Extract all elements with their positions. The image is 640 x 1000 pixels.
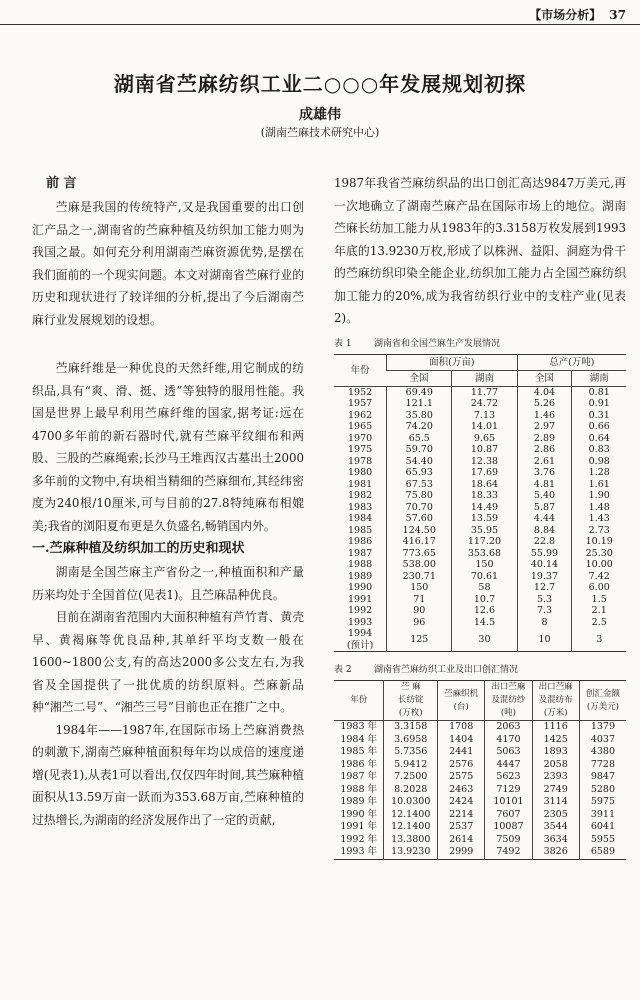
table-row xyxy=(334,421,626,433)
section-heading: 一.苎麻种植及纺织加工的历史和现状 xyxy=(32,541,245,556)
table-cell: 55.99 xyxy=(517,548,572,560)
table-cell: 10087 xyxy=(485,821,532,834)
table-cell: 7.2500 xyxy=(384,771,438,784)
table-cell: 75.80 xyxy=(387,490,452,502)
table-row xyxy=(334,398,626,410)
table-cell: 2393 xyxy=(532,771,579,784)
table-cell: 30 xyxy=(452,628,517,652)
table-cell: 1975 xyxy=(348,444,373,455)
table-cell: 2441 xyxy=(438,746,485,759)
table-row xyxy=(334,467,626,479)
table-cell: 117.20 xyxy=(452,536,517,548)
table-header: 湖南 xyxy=(452,370,517,386)
table-cell: 1404 xyxy=(438,734,485,747)
table-cell: 2214 xyxy=(438,809,485,822)
author-name: 成雄伟 xyxy=(299,107,341,123)
table-row xyxy=(334,479,626,491)
table-row xyxy=(334,846,626,859)
table-cell: 1985 年 xyxy=(340,746,378,757)
preface-heading: 前 言 xyxy=(46,176,77,191)
table-cell: 8.2028 xyxy=(384,784,438,797)
table-cell: 7509 xyxy=(485,834,532,847)
table-row xyxy=(334,559,626,571)
table-cell: 1965 xyxy=(348,421,373,432)
table-cell: 1994 (预计) xyxy=(346,628,374,651)
table-cell: 2.73 xyxy=(572,525,626,537)
table-cell: 4380 xyxy=(579,746,626,759)
table-row xyxy=(334,444,626,456)
paragraph: 1987年我省苎麻纺织品的出口创汇高达9847万美元,再一次地确立了湖南苎麻产品在国际市场上的地位。湖南苎麻长纺加工能力从1983年的3.3158万枚发展到1993年底的13.9230万枚,形成了以株洲、益阳、洞庭为骨干的苎麻纺织印染全能企业,纺织加工能力占全国苎麻纺织加工能力的20%,成为我省纺织行业中的支柱产业(见表2)。 xyxy=(334,176,626,325)
table-cell: 1988 年 xyxy=(340,783,378,795)
table-cell: 2.86 xyxy=(517,444,572,456)
table-cell: 1.90 xyxy=(572,490,626,502)
table-cell: 1957 xyxy=(348,398,373,409)
table-cell: 9847 xyxy=(579,771,626,784)
table-cell: 11.77 xyxy=(452,386,517,398)
table-cell: 18.33 xyxy=(452,490,517,502)
table-cell: 1987 年 xyxy=(340,771,378,782)
table-cell: 1982 xyxy=(348,490,373,501)
table-cell: 5623 xyxy=(485,771,532,784)
table-row xyxy=(334,582,626,594)
table1 xyxy=(334,354,626,653)
table-cell: 1.5 xyxy=(572,594,626,606)
table-cell: 1893 xyxy=(532,746,579,759)
table-cell: 74.20 xyxy=(387,421,452,433)
table-cell: 4037 xyxy=(579,734,626,747)
table-row xyxy=(334,771,626,784)
table-cell: 10.0300 xyxy=(384,796,438,809)
table-cell: 13.3800 xyxy=(384,834,438,847)
table-cell: 3 xyxy=(572,628,626,652)
table-cell: 14.01 xyxy=(452,421,517,433)
table-cell: 2575 xyxy=(438,771,485,784)
table-cell: 230.71 xyxy=(387,571,452,583)
table-header: 湖南 xyxy=(572,370,626,386)
table2-caption: 表 2 湖南省苎麻纺织工业及出口创汇情况 xyxy=(334,665,519,675)
table-cell: 90 xyxy=(387,605,452,617)
table-cell: 1978 xyxy=(348,455,373,467)
table-header: 出口苎麻 及混纺纱 (吨) xyxy=(485,681,532,721)
table-cell: 3.3158 xyxy=(384,721,438,734)
table-cell: 19.37 xyxy=(517,571,572,583)
table-cell: 5975 xyxy=(579,796,626,809)
table-cell: 0.66 xyxy=(572,421,626,433)
table-cell: 7492 xyxy=(485,846,532,859)
table-cell: 5.40 xyxy=(517,490,572,502)
table-cell: 1986 xyxy=(348,536,373,547)
table-cell: 2463 xyxy=(438,784,485,797)
table-cell: 4.81 xyxy=(517,479,572,491)
table-cell: 18.64 xyxy=(452,479,517,491)
table-header: 全国 xyxy=(517,370,572,386)
table-cell: 12.6 xyxy=(452,605,517,617)
table-cell: 5.3 xyxy=(517,594,572,606)
paragraph: 目前在湖南省范围内大面积种植有芦竹青、黄壳早、黄褐麻等优良品种,其单纤平均支数一般在1600~1800公支,有的高达2000多公支左右,为我省及全国提供了一批优质的纺织原料。苎麻新品种“湘苎二号”、“湘苎三号”目前也正在推广之中。 xyxy=(32,610,304,714)
table-cell: 7607 xyxy=(485,809,532,822)
table-cell: 2.1 xyxy=(572,605,626,617)
table-cell: 5.87 xyxy=(517,502,572,514)
table-cell: 1.61 xyxy=(572,479,626,491)
table-cell: 70.70 xyxy=(387,502,452,514)
table-row xyxy=(334,759,626,772)
table-cell: 0.98 xyxy=(572,456,626,468)
table-row xyxy=(334,456,626,468)
table-cell: 4.44 xyxy=(517,513,572,525)
table-cell: 6589 xyxy=(579,846,626,859)
table-cell: 6041 xyxy=(579,821,626,834)
paragraph: 1984年——1987年,在国际市场上苎麻消费热的刺激下,湖南苎麻种植面积每年均以成倍的速度递增(见表1),从表1可以看出,仅仅四年时间,其苎麻种植面积从13.59万亩一跃而为353.68万亩,苎麻种植的过热增长,为湖南的经济发展作出了一定的贡献, xyxy=(32,722,304,827)
table-cell: 1991 年 xyxy=(340,821,378,832)
author-affiliation: (湖南苎麻技术研究中心) xyxy=(260,126,380,139)
table-cell: 773.65 xyxy=(387,548,452,560)
table-cell: 2576 xyxy=(438,759,485,772)
table-cell: 2063 xyxy=(485,721,532,734)
table-row xyxy=(334,594,626,606)
table-cell: 353.68 xyxy=(452,548,517,560)
table-cell: 1986 年 xyxy=(340,758,378,770)
table-cell: 17.69 xyxy=(452,467,517,479)
table-cell: 12.7 xyxy=(517,582,572,594)
table-cell: 121.1 xyxy=(387,398,452,410)
table-cell: 150 xyxy=(452,559,517,571)
table-cell: 3544 xyxy=(532,821,579,834)
table1-caption: 表 1 湖南省和全国苎麻生产发展情况 xyxy=(334,338,501,349)
table-cell: 1425 xyxy=(532,734,579,747)
table-cell: 5.7356 xyxy=(384,746,438,759)
table-cell: 22.8 xyxy=(517,536,572,548)
article-title: 湖南省苎麻纺织工业二○○○年发展规划初探 xyxy=(113,72,527,96)
table-cell: 3634 xyxy=(532,834,579,847)
table-cell: 10.00 xyxy=(572,559,626,571)
table-cell: 0.81 xyxy=(572,386,626,398)
table-cell: 2424 xyxy=(438,796,485,809)
table-cell: 125 xyxy=(387,628,452,652)
table-row xyxy=(334,490,626,502)
table-cell: 4170 xyxy=(485,734,532,747)
table-cell: 10.7 xyxy=(452,594,517,606)
table-cell: 538.00 xyxy=(387,559,452,571)
table-cell: 7129 xyxy=(485,784,532,797)
table-cell: 5280 xyxy=(579,784,626,797)
table-row xyxy=(334,386,626,398)
table-cell: 5955 xyxy=(579,834,626,847)
table-cell: 1984 年 xyxy=(340,733,378,745)
table-header: 面积(万亩) xyxy=(387,354,517,370)
table-cell: 1989 xyxy=(348,570,373,582)
table-cell: 57.60 xyxy=(387,513,452,525)
table-header: 苎麻织机 (台) xyxy=(438,681,485,721)
table-header: 苎 麻 长纺锭 (万枚) xyxy=(384,681,438,721)
table-row xyxy=(334,548,626,560)
table-row xyxy=(334,834,626,847)
table-cell: 3.76 xyxy=(517,467,572,479)
table-cell: 1980 xyxy=(348,467,373,478)
table-cell: 7.42 xyxy=(572,571,626,583)
table-cell: 1952 xyxy=(348,386,373,398)
table-row xyxy=(334,513,626,525)
table-cell: 69.49 xyxy=(387,386,452,398)
table-cell: 1962 xyxy=(348,409,373,421)
table-row xyxy=(334,734,626,747)
section-tag: 【市场分析】 xyxy=(529,8,602,22)
table-cell: 13.9230 xyxy=(384,846,438,859)
table-cell: 2.89 xyxy=(517,433,572,445)
table-cell: 13.59 xyxy=(452,513,517,525)
table-cell: 1991 xyxy=(348,593,373,605)
table-row xyxy=(334,746,626,759)
table-cell: 4.04 xyxy=(517,386,572,398)
table-row xyxy=(334,571,626,583)
table-cell: 71 xyxy=(387,594,452,606)
table-cell: 0.83 xyxy=(572,444,626,456)
table-cell: 1.46 xyxy=(517,410,572,422)
header-rule xyxy=(0,24,640,25)
table-cell: 3826 xyxy=(532,846,579,859)
table-cell: 1981 xyxy=(348,478,373,490)
table-header: 出口苎麻 及混纺布 (万米) xyxy=(532,681,579,721)
table-cell: 5063 xyxy=(485,746,532,759)
page-number: 37 xyxy=(609,8,626,22)
table-cell: 7728 xyxy=(579,759,626,772)
table-cell: 2749 xyxy=(532,784,579,797)
table-row xyxy=(334,796,626,809)
table-cell: 10 xyxy=(517,628,572,652)
running-header xyxy=(529,6,626,23)
table-cell: 1992 xyxy=(348,605,373,616)
table-cell: 1708 xyxy=(438,721,485,734)
table-header: 创汇金额 (万美元) xyxy=(579,681,626,721)
table-cell: 2614 xyxy=(438,834,485,847)
table-cell: 24.72 xyxy=(452,398,517,410)
table-row xyxy=(334,410,626,422)
table-cell: 12.1400 xyxy=(384,821,438,834)
table-cell: 96 xyxy=(387,617,452,629)
table-cell: 1983 xyxy=(348,501,373,513)
table-cell: 416.17 xyxy=(387,536,452,548)
table-cell: 2999 xyxy=(438,846,485,859)
table-cell: 0.31 xyxy=(572,410,626,422)
table-header: 年份 xyxy=(334,354,387,386)
table-row xyxy=(334,433,626,445)
table-cell: 65.93 xyxy=(387,467,452,479)
table-cell: 3911 xyxy=(579,809,626,822)
table-cell: 2.5 xyxy=(572,617,626,629)
table-row xyxy=(334,721,626,734)
table-row xyxy=(334,809,626,822)
table-cell: 2537 xyxy=(438,821,485,834)
table-row xyxy=(334,502,626,514)
table-row xyxy=(334,525,626,537)
paragraph: 苎麻纤维是一种优良的天然纤维,用它制成的纺织品,具有“爽、滑、挺、透”等独特的服用性能。我国是世界上最早利用苎麻纤维的国家,据考证:远在4700多年前的新石器时代,就有苎麻平纹细布和两股、三股的苎麻绳索;长沙马王堆西汉古墓出土2000多年前的文物中,有块相当精细的苎麻细布,其经纬密度为240根/10厘米,可与目前的27.8特纯麻布相媲美;我省的浏阳夏布更是久负盛名,畅销国内外。 xyxy=(32,361,304,533)
table-cell: 1983 年 xyxy=(340,721,378,732)
table-cell: 1987 xyxy=(348,547,373,559)
table-cell: 1985 xyxy=(348,524,373,536)
table-cell: 5.9412 xyxy=(384,759,438,772)
table-cell: 10.19 xyxy=(572,536,626,548)
right-column xyxy=(334,172,626,860)
table-cell: 54.40 xyxy=(387,456,452,468)
table-row xyxy=(334,628,626,652)
table-cell: 1992 年 xyxy=(340,833,378,845)
table-cell: 4447 xyxy=(485,759,532,772)
table-row xyxy=(334,536,626,548)
table-cell: 1990 xyxy=(348,582,373,593)
table-cell: 1.28 xyxy=(572,467,626,479)
table-cell: 9.65 xyxy=(452,433,517,445)
table-row xyxy=(334,821,626,834)
table-cell: 59.70 xyxy=(387,444,452,456)
table-cell: 58 xyxy=(452,582,517,594)
table-header: 全国 xyxy=(387,370,452,386)
table-cell: 150 xyxy=(387,582,452,594)
paragraph: 湖南是全国苎麻主产省份之一,种植面积和产量历来均处于全国首位(见表1)。且苎麻品种优良。 xyxy=(32,565,304,602)
table2 xyxy=(334,680,626,860)
table-header: 年份 xyxy=(334,681,384,721)
table-cell: 0.91 xyxy=(572,398,626,410)
table-cell: 2058 xyxy=(532,759,579,772)
table-cell: 1990 年 xyxy=(340,808,378,820)
table-cell: 1988 xyxy=(348,559,373,570)
table-cell: 35.95 xyxy=(452,525,517,537)
table-cell: 10.87 xyxy=(452,444,517,456)
table-cell: 1116 xyxy=(532,721,579,734)
table-cell: 12.38 xyxy=(452,456,517,468)
table-cell: 1970 xyxy=(348,432,373,444)
table-cell: 1993 xyxy=(348,616,373,628)
table-cell: 65.5 xyxy=(387,433,452,445)
table-cell: 1379 xyxy=(579,721,626,734)
table-cell: 67.53 xyxy=(387,479,452,491)
table-cell: 25.30 xyxy=(572,548,626,560)
table-cell: 2305 xyxy=(532,809,579,822)
table-cell: 12.1400 xyxy=(384,809,438,822)
table-cell: 124.50 xyxy=(387,525,452,537)
table-row xyxy=(334,784,626,797)
table-cell: 3.6958 xyxy=(384,734,438,747)
left-column xyxy=(32,172,304,831)
table-cell: 10101 xyxy=(485,796,532,809)
table-cell: 1989 年 xyxy=(340,796,378,807)
table-cell: 1.43 xyxy=(572,513,626,525)
table-cell: 1.48 xyxy=(572,502,626,514)
table-cell: 14.49 xyxy=(452,502,517,514)
table-cell: 70.61 xyxy=(452,571,517,583)
table-cell: 0.64 xyxy=(572,433,626,445)
paragraph: 苎麻是我国的传统特产,又是我国重要的出口创汇产品之一,湖南省的苎麻种植及纺织加工能力则为我国之最。如何充分利用湖南苎麻资源优势,是摆在我们面前的一个现实问题。本文对湖南省苎麻行业的历史和现状进行了较详细的分析,提出了今后湖南苎麻行业发展规划的设想。 xyxy=(32,200,304,327)
table-cell: 35.80 xyxy=(387,410,452,422)
table-cell: 14.5 xyxy=(452,617,517,629)
table-cell: 7.3 xyxy=(517,605,572,617)
table-cell: 7.13 xyxy=(452,410,517,422)
table-cell: 8 xyxy=(517,617,572,629)
table-row xyxy=(334,617,626,629)
table-cell: 5.26 xyxy=(517,398,572,410)
table-header: 总产(万吨) xyxy=(517,354,626,370)
table-cell: 1984 xyxy=(348,513,373,524)
table-cell: 40.14 xyxy=(517,559,572,571)
table-cell: 6.00 xyxy=(572,582,626,594)
table-row xyxy=(334,605,626,617)
table-cell: 8.84 xyxy=(517,525,572,537)
table-cell: 3114 xyxy=(532,796,579,809)
table-cell: 1993 年 xyxy=(340,846,378,857)
table-cell: 2.97 xyxy=(517,421,572,433)
table-cell: 2.61 xyxy=(517,456,572,468)
